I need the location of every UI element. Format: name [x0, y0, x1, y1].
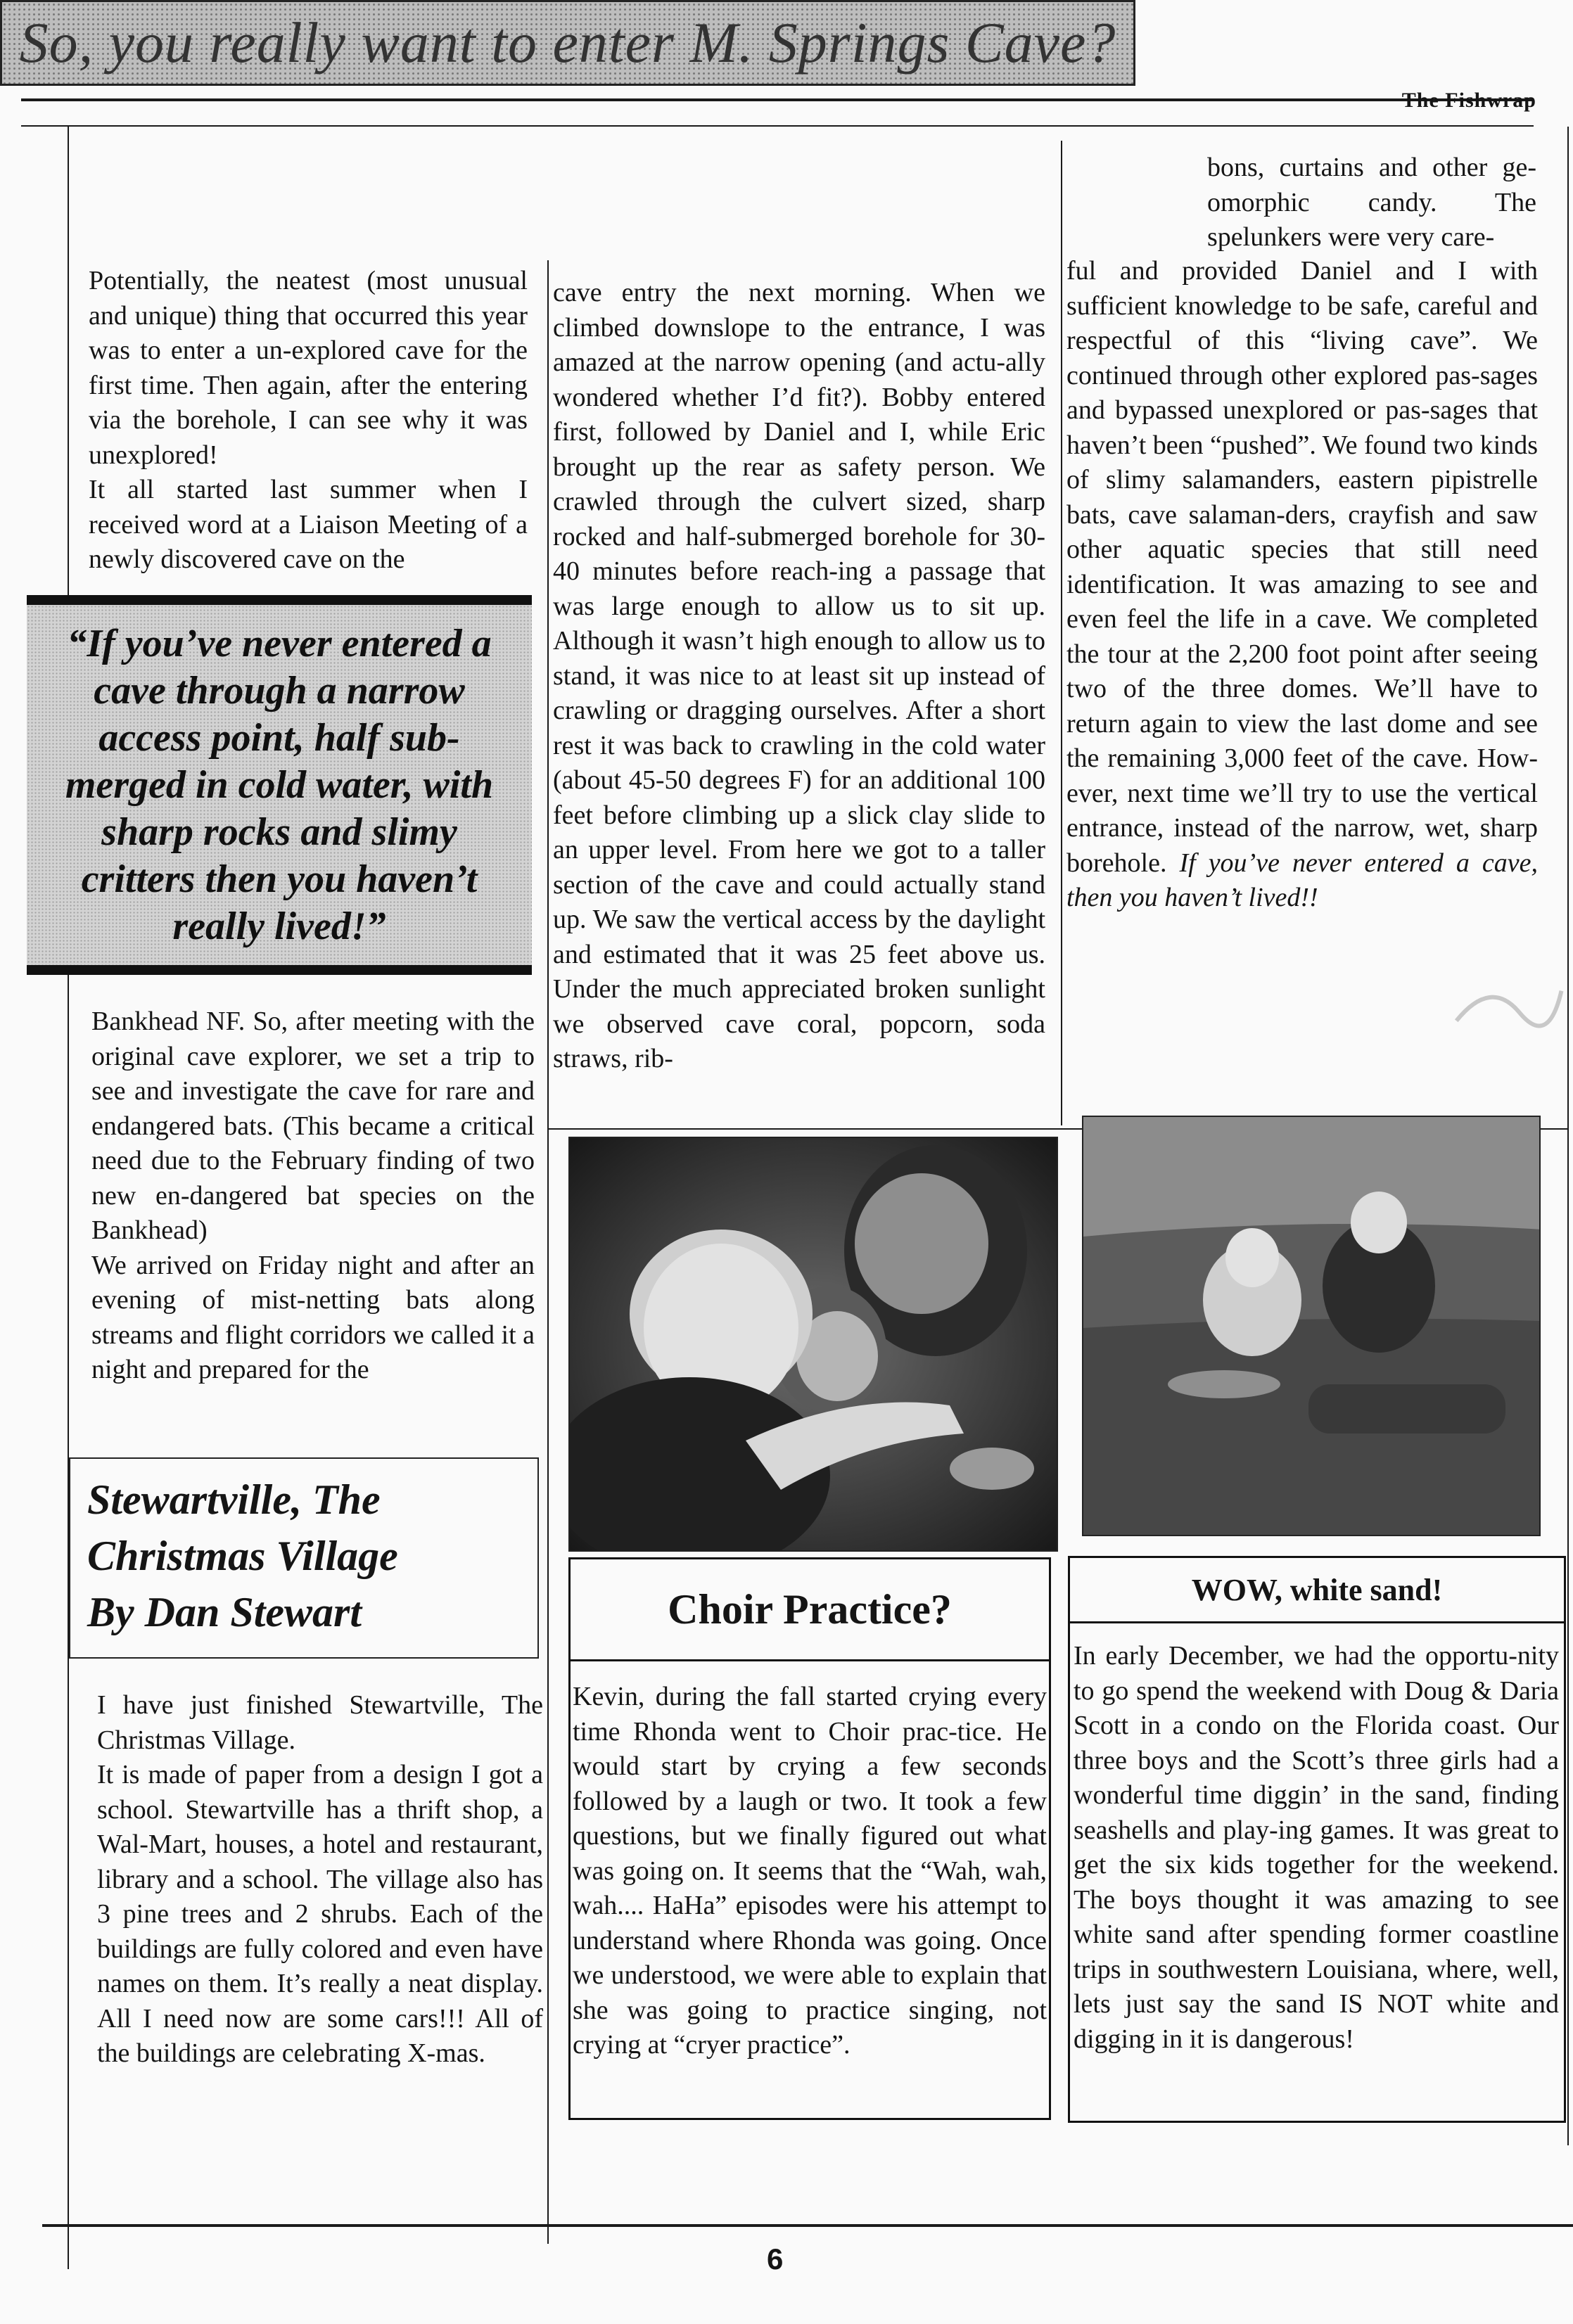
bottom-rule [42, 2224, 1573, 2227]
photo-kids-closeup-image [570, 1138, 1058, 1552]
col2-rule [1061, 141, 1062, 1125]
cave-paragraph: We arrived on Friday night and after an evening of mist-netting bats along streams and flight corridors we called it a night and prepared for the [91, 1250, 535, 1384]
photo-beach-kids-image [1083, 1117, 1541, 1536]
headline-banner [0, 0, 1135, 86]
cave-col3-top [1207, 151, 1536, 255]
stewartville-title-line: Christmas Village [87, 1533, 398, 1579]
white-sand-body [1074, 1639, 1559, 2057]
right-margin-rule [1567, 127, 1569, 2145]
stewartville-byline: By Dan Stewart [87, 1589, 362, 1635]
page-number: 6 [767, 2242, 784, 2275]
cave-col2 [553, 276, 1045, 1077]
cave-paragraph: Potentially, the neatest (most unusual and unique) thing that occurred this year was to enter a un-explored cave for the first time. Then again, after the entering via the borehole, I can see why it was unexplored! [89, 266, 528, 470]
white-sand-title: WOW, white sand! [1191, 1572, 1443, 1607]
stewartville-title-line: Stewartville, The [87, 1476, 381, 1523]
cave-col3-text: ful and provided Daniel and I with sufficient knowledge to be safe, careful and respectful of this “living cave”. We continued through other explored pas-sages and bypassed unexplored or pas-sages that haven’t been “pushed”. We found two kinds of slimy salamanders, eastern pipistrelle bats, cave salaman-ders, crayfish and saw other aquatic species that still need identification. It was amazing to see and even feel the life in a cave. We completed the tour at the 2,200 foot point after seeing two of the three domes. We’ll have to return again to view the last dome and see the remaining 3,000 feet of the cave. How-ever, next time we’ll try to use the vertical entrance, instead of the narrow, wet, sharp borehole. [1066, 256, 1538, 878]
stewartville-title-box [69, 1457, 539, 1659]
pull-quote: “If you’ve never entered a cave through a narrow access point, half sub-merged in cold water, with sharp rocks and slimy critters then you haven’t really lived!” [65, 621, 494, 948]
photo-beach-kids [1082, 1116, 1541, 1536]
cave-col1-top [89, 264, 528, 577]
cave-paragraph: Bankhead NF. So, after meeting with the original cave explorer, we set a trip to see and investigate the cave for rare and endangered bats. (This became a critical need due to the February finding of two new en-dangered bat species on the Bankhead) [91, 1007, 535, 1245]
col1-rule [547, 260, 549, 2244]
stewartville-paragraph: I have just finished Stewartville, The Christmas Village. [97, 1690, 543, 1755]
masthead: The Fishwrap [1401, 89, 1536, 112]
cave-paragraph: bons, curtains and other ge-omorphic candy. The spelunkers were very care- [1207, 153, 1536, 252]
stewartville-paragraph: It is made of paper from a design I got a school. Stewartville has a thrift shop, a Wal-Mart, houses, a hotel and restaurant, library and a school. The village also has 3 pine trees and 2 shrubs. Each of the buildings are fully colored and even have names on them. It’s really a neat display. All I need now are some cars!!! All of the buildings are celebrating X-mas. [97, 1760, 543, 2068]
white-sand-paragraph: In early December, we had the opportu-nity to go spend the weekend with Doug & Daria Scott in a condo on the Florida coast. Our three boys and the Scott’s three girls had a wonderful time diggin’ in the sand, finding seashells and play-ing games. It was great to get the six kids together for the weekend. The boys thought it was amazing to see white sand after spending former coastline trips in southwestern Louisiana, where, well, lets just say the sand IS NOT white and digging in it is dangerous! [1074, 1641, 1559, 2054]
stewartville-body [97, 1688, 543, 2071]
top-rule-thin [21, 125, 1534, 127]
cave-closing-line: If you’ve never entered a cave, then you haven’t lived!! [1066, 848, 1539, 912]
white-sand-title-box [1068, 1556, 1566, 1623]
choir-title: Choir Practice? [668, 1585, 952, 1633]
left-margin-rule [68, 127, 69, 2269]
choir-title-box [568, 1557, 1051, 1661]
choir-body [573, 1680, 1047, 2063]
pull-quote-box [27, 595, 532, 975]
cave-paragraph: It all started last summer when I received word at a Liaison Meeting of a newly discovered cave on the [89, 475, 528, 574]
bleed-through-mark [1448, 963, 1569, 1049]
photo-kids-closeup [568, 1137, 1058, 1552]
headline: So, you really want to enter M. Springs Cave? [19, 11, 1116, 75]
cave-paragraph [1066, 254, 1538, 916]
top-rule [21, 98, 1534, 101]
choir-paragraph: Kevin, during the fall started crying every time Rhonda went to Choir prac-tice. He would start by crying a few seconds followed by a laugh or two. It took a few questions, but we finally figured out what was going on. It seems that the “Wah, wah, wah.... HaHa” episodes were his attempt to understand where Rhonda was going. Once we understood, we were able to explain that she was going to practice singing, not crying at “cryer practice”. [573, 1682, 1047, 2060]
cave-col3 [1066, 254, 1538, 916]
bleed-through-text [1448, 963, 1569, 1059]
cave-col1-bottom [91, 1004, 535, 1388]
cave-paragraph: cave entry the next morning. When we climbed downslope to the entrance, I was amazed at the narrow opening (and actu-ally wondered whether I’d fit?). Bobby entered first, followed by Daniel and I, while Eric brought up the rear as safety person. We crawled through the culvert sized, sharp rocked and half-submerged borehole for 30-40 minutes before reach-ing a passage that was large enough to allow us to sit up. Although it wasn’t high enough to allow us to stand, it was nice to at least sit up instead of crawling or dragging ourselves. After a short rest it was back to crawling in the cold water (about 45-50 degrees F) for an additional 100 feet before climbing up a slick clay slide to an upper level. From here we got to a taller section of the cave and could actually stand up. We saw the vertical access by the daylight and estimated that it was 25 feet above us. Under the much appreciated broken sunlight we observed cave coral, popcorn, soda straws, rib- [553, 278, 1045, 1073]
